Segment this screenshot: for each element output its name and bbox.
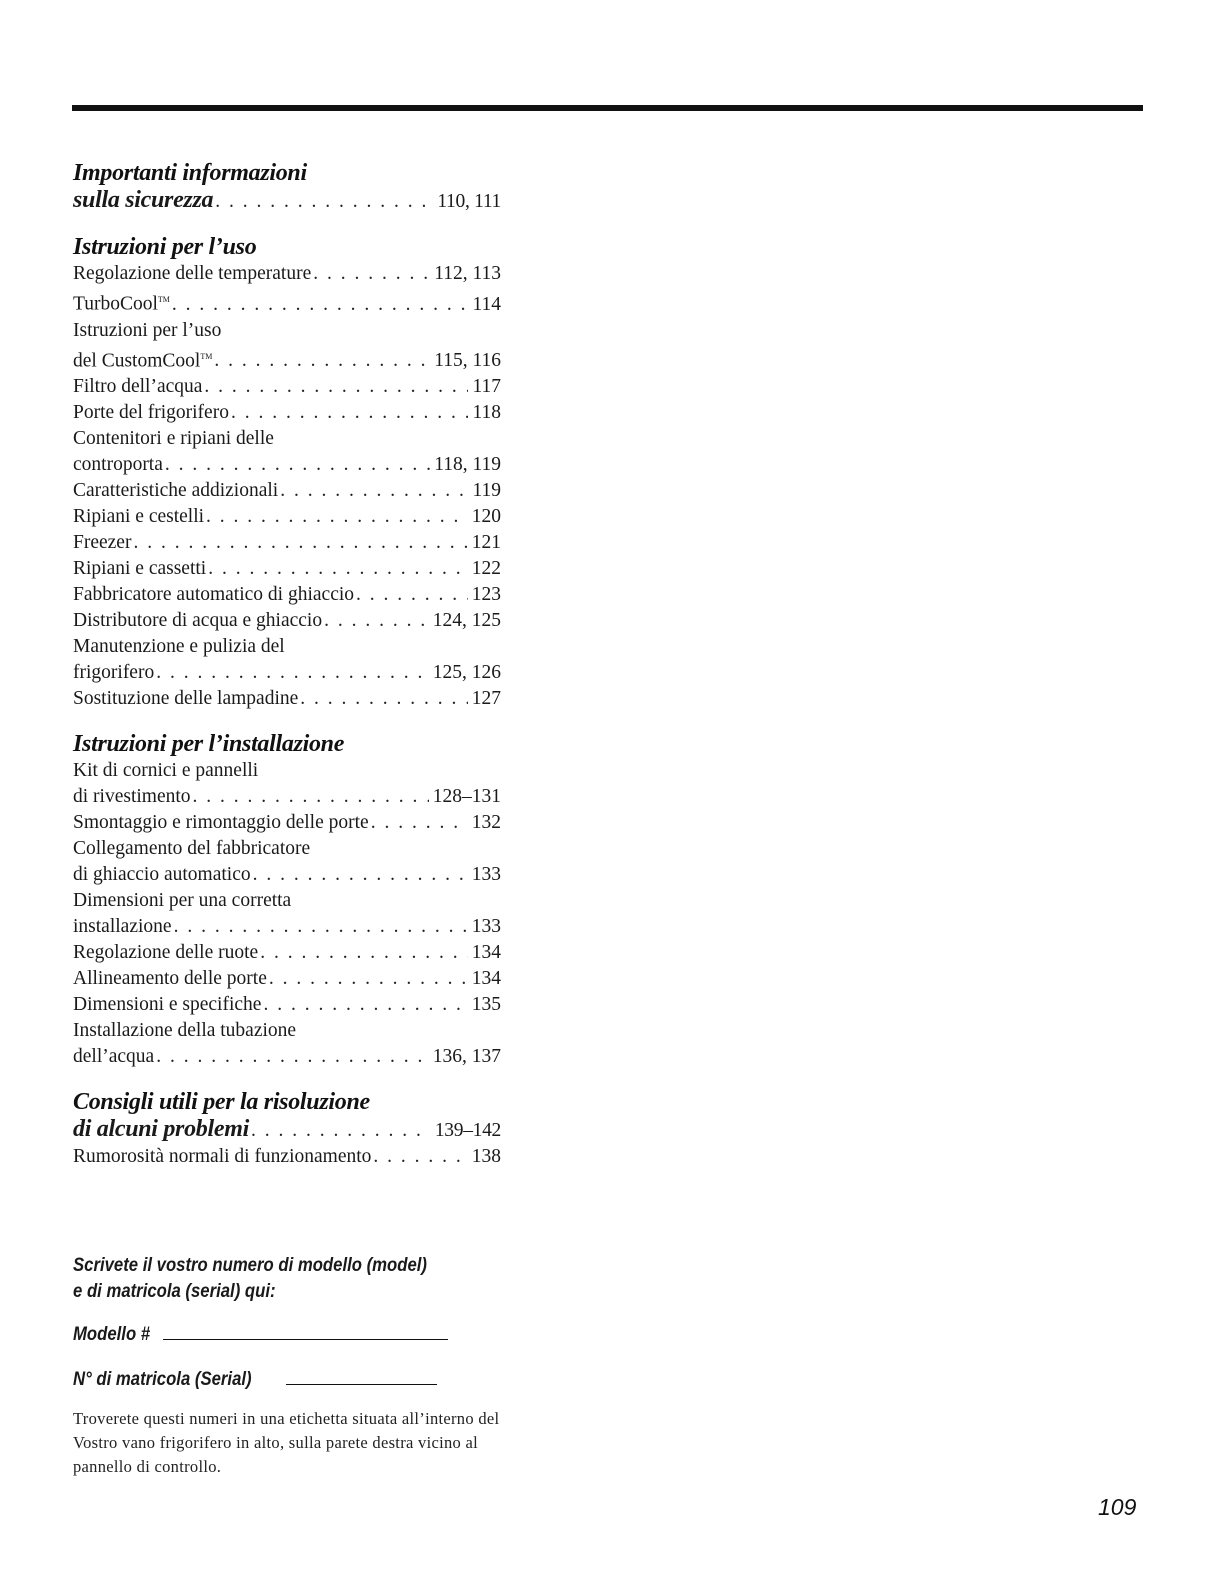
entry-page: 121 bbox=[471, 532, 501, 553]
entry-label: Ripiani e cestelli bbox=[73, 506, 205, 527]
entry-label: installazione bbox=[73, 916, 172, 937]
entry-page: 110, 111 bbox=[437, 191, 501, 212]
toc-items bbox=[73, 758, 501, 1070]
dot-leader bbox=[373, 1144, 467, 1170]
toc-entry[interactable] bbox=[73, 504, 501, 530]
entry-label: Rumorosità normali di funzionamento bbox=[73, 1146, 372, 1167]
note-heading-line1: Scrivete il vostro numero di modello (model) bbox=[73, 1255, 427, 1276]
toc-entry[interactable] bbox=[73, 187, 501, 215]
entry-label: del CustomCool™ bbox=[73, 350, 213, 371]
entry-label: Freezer bbox=[73, 532, 132, 553]
model-label: Modello # bbox=[73, 1324, 151, 1345]
model-field bbox=[73, 1319, 503, 1346]
entry-page: 132 bbox=[471, 812, 501, 833]
trademark-mark: TM bbox=[157, 295, 170, 304]
entry-page: 125, 126 bbox=[432, 662, 501, 683]
entry-page: 127 bbox=[471, 688, 501, 709]
toc-entry[interactable] bbox=[73, 452, 501, 478]
toc-entry-line: Kit di cornici e pannelli bbox=[73, 760, 259, 781]
toc-entry[interactable] bbox=[73, 862, 501, 888]
model-input-line[interactable] bbox=[163, 1319, 448, 1340]
entry-label: TurboCool™ bbox=[73, 293, 170, 315]
entry-label: Regolazione delle temperature bbox=[73, 263, 312, 284]
entry-page: 136, 137 bbox=[432, 1046, 501, 1067]
dot-leader bbox=[214, 348, 430, 374]
entry-page: 118 bbox=[472, 402, 501, 423]
dot-leader bbox=[231, 400, 469, 426]
serial-input-line[interactable] bbox=[286, 1364, 437, 1385]
toc-entry-line: Collegamento del fabbricatore bbox=[73, 838, 311, 859]
entry-page: 115, 116 bbox=[434, 350, 501, 371]
entry-page: 133 bbox=[471, 916, 501, 937]
dot-leader bbox=[251, 1117, 431, 1144]
entry-page: 118, 119 bbox=[434, 454, 501, 475]
entry-page: 139–142 bbox=[434, 1120, 501, 1141]
toc-entry[interactable] bbox=[73, 344, 501, 375]
dot-leader bbox=[206, 504, 468, 530]
serial-label: N° di matricola (Serial) bbox=[73, 1369, 252, 1390]
section-title: Importanti informazioni bbox=[73, 160, 307, 186]
toc-entry[interactable] bbox=[73, 400, 501, 426]
dot-leader bbox=[313, 261, 430, 287]
entry-page: 124, 125 bbox=[432, 610, 501, 631]
section-title: Istruzioni per l’installazione bbox=[73, 731, 345, 757]
entry-label: Sostituzione delle lampadine bbox=[73, 688, 299, 709]
dot-leader bbox=[208, 556, 468, 582]
entry-label: Distributore di acqua e ghiaccio bbox=[73, 610, 323, 631]
toc-entry[interactable] bbox=[73, 660, 501, 686]
entry-label: Ripiani e cassetti bbox=[73, 558, 207, 579]
entry-page: 120 bbox=[471, 506, 501, 527]
dot-leader bbox=[280, 478, 468, 504]
note-info-text: Troverete questi numeri in una etichetta situata all’interno del Vostro vano frigorifero in alto, sulla parete destra vicino al pannello di controllo. bbox=[73, 1409, 500, 1476]
entry-label: Allineamento delle porte bbox=[73, 968, 267, 989]
toc-entry[interactable] bbox=[73, 1044, 501, 1070]
note-heading-line2: e di matricola (serial) qui: bbox=[73, 1281, 276, 1302]
entry-page: 112, 113 bbox=[434, 263, 501, 284]
toc-entry[interactable] bbox=[73, 992, 501, 1018]
entry-label: di ghiaccio automatico bbox=[73, 864, 251, 885]
toc-entry[interactable] bbox=[73, 810, 501, 836]
toc-entry-line: Installazione della tubazione bbox=[73, 1020, 297, 1041]
dot-leader bbox=[300, 686, 467, 712]
toc-items bbox=[73, 1144, 501, 1170]
entry-label: sulla sicurezza bbox=[73, 187, 214, 213]
table-of-contents bbox=[73, 160, 501, 1189]
entry-page: 134 bbox=[471, 942, 501, 963]
toc-entry[interactable] bbox=[73, 966, 501, 992]
dot-leader bbox=[263, 992, 467, 1018]
toc-entry[interactable] bbox=[73, 261, 501, 287]
toc-entry[interactable] bbox=[73, 914, 501, 940]
dot-leader bbox=[204, 374, 468, 400]
entry-page: 135 bbox=[471, 994, 501, 1015]
toc-entry[interactable] bbox=[73, 686, 501, 712]
dot-leader bbox=[172, 292, 469, 318]
toc-entry[interactable] bbox=[73, 1116, 501, 1144]
dot-leader bbox=[156, 1044, 429, 1070]
dot-leader bbox=[356, 582, 468, 608]
toc-entry[interactable] bbox=[73, 530, 501, 556]
dot-leader bbox=[324, 608, 429, 634]
entry-label: Fabbricatore automatico di ghiaccio bbox=[73, 584, 355, 605]
entry-label: controporta bbox=[73, 454, 163, 475]
toc-entry[interactable] bbox=[73, 556, 501, 582]
toc-section-installation bbox=[73, 731, 501, 1070]
toc-entry[interactable] bbox=[73, 287, 501, 318]
toc-entry[interactable] bbox=[73, 784, 501, 810]
toc-entry-line: Contenitori e ripiani delle bbox=[73, 428, 274, 449]
toc-entry[interactable] bbox=[73, 478, 501, 504]
entry-label: Filtro dell’acqua bbox=[73, 376, 203, 397]
top-rule bbox=[72, 105, 1143, 111]
section-title: Istruzioni per l’uso bbox=[73, 234, 257, 260]
toc-entry-line: Manutenzione e pulizia del bbox=[73, 636, 285, 657]
entry-label: dell’acqua bbox=[73, 1046, 155, 1067]
entry-page: 117 bbox=[472, 376, 501, 397]
dot-leader bbox=[253, 862, 468, 888]
entry-page: 114 bbox=[472, 293, 501, 315]
entry-page: 133 bbox=[471, 864, 501, 885]
entry-label: Dimensioni e specifiche bbox=[73, 994, 262, 1015]
dot-leader bbox=[260, 940, 468, 966]
serial-field bbox=[73, 1364, 503, 1391]
toc-section-safety bbox=[73, 160, 501, 215]
dot-leader bbox=[133, 530, 467, 556]
toc-entry-line: Dimensioni per una corretta bbox=[73, 890, 292, 911]
toc-entry[interactable] bbox=[73, 582, 501, 608]
toc-section-use bbox=[73, 234, 501, 712]
entry-label: di rivestimento bbox=[73, 786, 191, 807]
toc-entry[interactable] bbox=[73, 608, 501, 634]
entry-label: frigorifero bbox=[73, 662, 155, 683]
dot-leader bbox=[193, 784, 429, 810]
toc-section-troubleshooting bbox=[73, 1089, 501, 1170]
entry-page: 123 bbox=[471, 584, 501, 605]
model-serial-note bbox=[73, 1253, 503, 1479]
toc-items bbox=[73, 261, 501, 712]
dot-leader bbox=[174, 914, 468, 940]
dot-leader bbox=[269, 966, 468, 992]
toc-entry[interactable] bbox=[73, 1144, 501, 1170]
section-title: Consigli utili per la risoluzione bbox=[73, 1089, 370, 1115]
dot-leader bbox=[165, 452, 430, 478]
entry-label: Caratteristiche addizionali bbox=[73, 480, 279, 501]
entry-page: 119 bbox=[472, 480, 501, 501]
toc-entry-line: Istruzioni per l’uso bbox=[73, 319, 222, 341]
entry-label: di alcuni problemi bbox=[73, 1116, 249, 1142]
dot-leader bbox=[156, 660, 429, 686]
entry-label: Smontaggio e rimontaggio delle porte bbox=[73, 812, 369, 833]
entry-page: 138 bbox=[471, 1146, 501, 1167]
dot-leader bbox=[371, 810, 468, 836]
entry-label: Regolazione delle ruote bbox=[73, 942, 259, 963]
entry-label: Porte del frigorifero bbox=[73, 402, 229, 423]
trademark-mark: TM bbox=[200, 351, 213, 361]
toc-entry[interactable] bbox=[73, 940, 501, 966]
page-number: 109 bbox=[1098, 1494, 1137, 1520]
entry-page: 122 bbox=[471, 558, 501, 579]
entry-page: 134 bbox=[471, 968, 501, 989]
entry-page: 128–131 bbox=[432, 786, 501, 807]
toc-entry[interactable] bbox=[73, 374, 501, 400]
dot-leader bbox=[215, 188, 433, 215]
